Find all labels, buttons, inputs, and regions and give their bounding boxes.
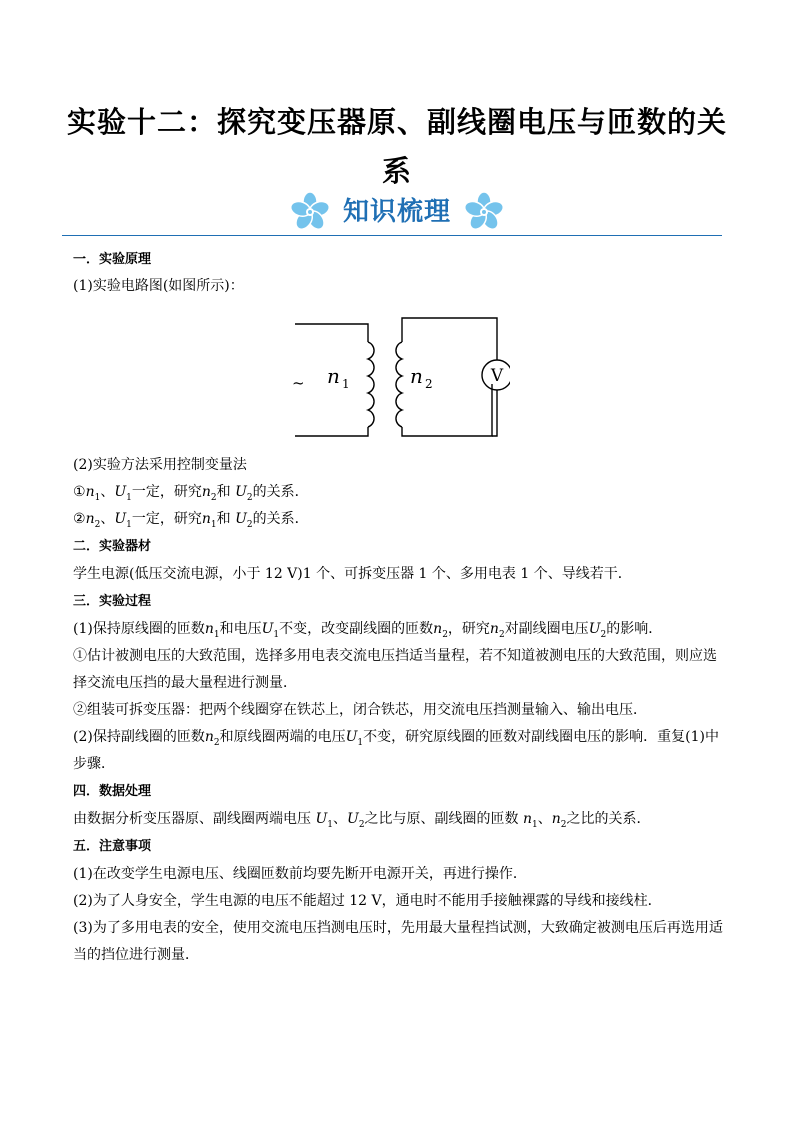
section-5-note-1: (1)在改变学生电源电压、线圈匝数前均要先断开电源开关，再进行操作． — [73, 866, 527, 882]
secondary-turns-label: n — [410, 364, 423, 388]
section-3-heading: 三．实验过程 — [73, 594, 152, 609]
section-3-step-2-cont: 步骤． — [73, 756, 115, 772]
section-3-step-2: (2)保持副线圈的匝数$n_2$和原线圈两端的电压$U_1$不变，研究原线圈的匝数对副线圈电压的影响．重复(1)中 — [73, 729, 719, 748]
section-1-heading: 一．实验原理 — [73, 252, 152, 267]
banner-title: 知识梳理 — [342, 197, 451, 227]
section-4-heading: 四．数据处理 — [73, 784, 152, 799]
section-5-note-3: (3)为了多用电表的安全，使用交流电压挡测电压时，先用最大量程挡试测，大致确定被测电压后再选用适 — [73, 920, 723, 936]
section-2-heading: 二．实验器材 — [73, 539, 152, 554]
section-1-item-1: $①n_1$、$U_1$一定，研究$n_2$和 $U_2$的关系． — [73, 484, 309, 503]
section-1-method: (2)实验方法采用控制变量法 — [73, 457, 247, 473]
section-3-note-1: ①估计被测电压的大致范围，选择多用电表交流电压挡适当量程，若不知道被测电压的大致范围，则应选 — [73, 648, 717, 664]
primary-turns-label: n — [327, 364, 340, 388]
section-2-text: 学生电源(低压交流电源，小于 12 V)1 个、可拆变压器 1 个、多用电表 1 个、导线若干． — [73, 566, 632, 582]
secondary-turns-subscript: 2 — [425, 377, 433, 391]
section-5-note-3-cont: 当的挡位进行测量． — [73, 947, 199, 963]
header-divider — [62, 235, 722, 236]
section-3-note-1-cont: 择交流电压挡的最大量程进行测量． — [73, 675, 297, 691]
voltmeter-label: V — [490, 366, 504, 386]
title-line-1: 实验十二：探究变压器原、副线圈电压与匝数的关 — [66, 105, 727, 139]
primary-turns-subscript: 1 — [342, 377, 350, 391]
section-5-heading: 五．注意事项 — [73, 839, 152, 854]
document-title — [64, 98, 730, 196]
section-1-text: (1)实验电路图(如图所示)： — [73, 278, 244, 294]
section-banner — [285, 190, 509, 236]
title-line-2: 系 — [381, 154, 412, 188]
ac-source-symbol: ~ — [292, 374, 305, 392]
section-1-item-2: $②n_2$、$U_1$一定，研究$n_1$和 $U_2$的关系． — [73, 511, 309, 530]
transformer-circuit-diagram — [280, 312, 510, 442]
section-4-text: 由数据分析变压器原、副线圈两端电压 $U_1$、$U_2$之比与原、副线圈的匝数 $n_1$、$n_2$之比的关系． — [73, 811, 651, 830]
sakura-flower-icon — [463, 191, 505, 233]
section-3-note-2: ②组装可拆变压器：把两个线圈穿在铁芯上，闭合铁芯，用交流电压挡测量输入、输出电压． — [73, 702, 647, 718]
section-3-step-1: (1)保持原线圈的匝数$n_1$和电压$U_1$不变，改变副线圈的匝数$n_2$，研究$n_2$对副线圈电压$U_2$的影响． — [73, 621, 663, 640]
sakura-flower-icon — [289, 191, 331, 233]
section-5-note-2: (2)为了人身安全，学生电源的电压不能超过 12 V，通电时不能用手接触裸露的导线和接线柱． — [73, 893, 662, 909]
